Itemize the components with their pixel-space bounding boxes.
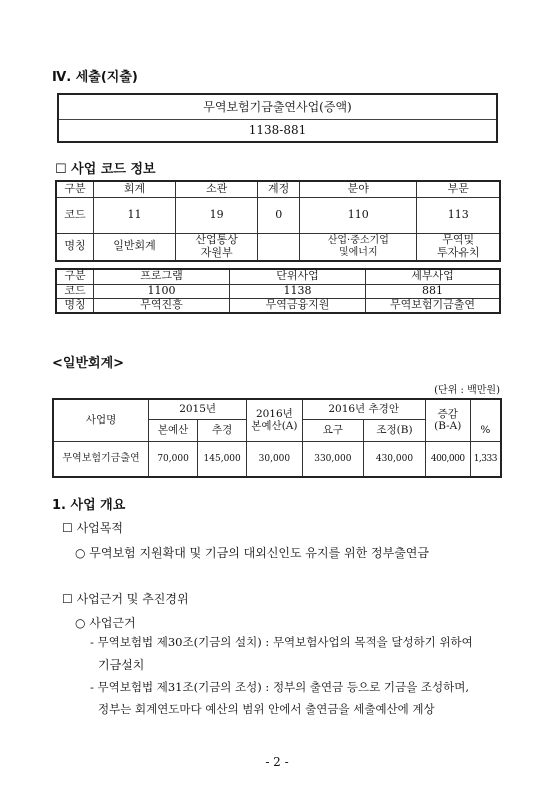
budget-table (52, 398, 502, 478)
table-cell: 코드 (56, 197, 94, 233)
sub-pct-header: % (470, 419, 501, 441)
table-cell: 프로그램 (94, 269, 230, 284)
basis-item-1-cont: 기금설치 (98, 658, 145, 672)
table-cell: 430,000 (364, 441, 426, 477)
table-cell: 구분 (56, 181, 94, 197)
table-cell: 단위사업 (230, 269, 366, 284)
table-cell: 1100 (94, 284, 230, 298)
table-cell: 무역보험기금출연 (366, 298, 501, 313)
table-cell: 145,000 (198, 441, 247, 477)
table-cell: 881 (366, 284, 501, 298)
general-account-heading: <일반회계> (52, 356, 125, 371)
table-cell: 110 (300, 197, 417, 233)
basis-item-2: - 무역보험법 제31조(기금의 조성) : 정부의 출연금 등으로 기금을 조성하며, (90, 680, 469, 694)
table-cell: 소관 (176, 181, 258, 197)
table-cell: 명칭 (56, 298, 94, 313)
purpose-heading: ☐ 사업목적 (62, 521, 123, 535)
table-cell: 400,000 (425, 441, 470, 477)
code-table-1 (55, 180, 501, 262)
section-title: Ⅳ. 세출(지출) (52, 70, 138, 85)
table-row (56, 298, 500, 313)
table-cell (258, 233, 300, 261)
code-info-heading: ☐ 사업 코드 정보 (55, 162, 156, 177)
basis-item-2-cont: 정부는 회계연도마다 예산의 범위 안에서 출연금을 세출예산에 계상 (98, 702, 435, 716)
table-cell: 일반회계 (94, 233, 176, 261)
col-project-header: 사업명 (53, 399, 149, 441)
table-cell: 330,000 (302, 441, 364, 477)
table-cell: 무역보험기금출연 (53, 441, 149, 477)
basis-item-1: - 무역보험법 제30조(기금의 설치) : 무역보험사업의 목적을 달성하기 위하여 (90, 635, 473, 649)
project-name: 무역보험기금출연사업(증액) (59, 95, 496, 120)
table-cell: 세부사업 (366, 269, 501, 284)
page-number: - 2 - (265, 755, 289, 769)
col-2015-header: 2015년 (149, 399, 247, 419)
table-row (53, 441, 501, 477)
overview-heading: 1. 사업 개요 (52, 498, 126, 513)
code-table-2 (55, 268, 501, 314)
table-row (56, 269, 500, 284)
table-cell: 19 (176, 197, 258, 233)
col-change-header: 증감 (B-A) (425, 399, 470, 441)
table-cell: 11 (94, 197, 176, 233)
unit-label: (단위 : 백만원) (434, 385, 500, 396)
table-row (53, 399, 501, 419)
table-cell: 0 (258, 197, 300, 233)
table-cell (470, 399, 501, 419)
sub-supp-header: 추경 (198, 419, 247, 441)
table-cell: 70,000 (149, 441, 198, 477)
sub-main-header: 본예산 (149, 419, 198, 441)
table-cell: 부문 (417, 181, 500, 197)
table-cell: 무역및 투자유치 (417, 233, 500, 261)
col-2016-supp-header: 2016년 추경안 (302, 399, 425, 419)
project-code: 1138-881 (248, 123, 307, 137)
table-cell: 계정 (258, 181, 300, 197)
col-2016-header: 2016년 본예산(A) (247, 399, 302, 441)
table-row (56, 233, 500, 261)
basis-heading: ☐ 사업근거 및 추진경위 (62, 592, 189, 606)
table-cell: 30,000 (247, 441, 302, 477)
sub-adjust-header: 조정(B) (364, 419, 426, 441)
table-row (56, 181, 500, 197)
table-cell: 1138 (230, 284, 366, 298)
sub-request-header: 요구 (302, 419, 364, 441)
project-title-box (57, 93, 498, 143)
basis-sub: ○ 사업근거 (75, 616, 136, 630)
table-cell: 1,333 (470, 441, 501, 477)
table-cell: 회계 (94, 181, 176, 197)
table-cell: 산업·중소기업 및에너지 (300, 233, 417, 261)
table-cell: 무역금융지원 (230, 298, 366, 313)
table-cell: 113 (417, 197, 500, 233)
table-cell: 무역진흥 (94, 298, 230, 313)
table-cell: 구분 (56, 269, 94, 284)
table-row (56, 197, 500, 233)
table-row (56, 284, 500, 298)
table-cell: 명칭 (56, 233, 94, 261)
table-cell: 코드 (56, 284, 94, 298)
table-cell: 산업통상 자원부 (176, 233, 258, 261)
table-cell: 분야 (300, 181, 417, 197)
purpose-item: ○ 무역보험 지원확대 및 기금의 대외신인도 유지를 위한 정부출연금 (75, 546, 429, 560)
